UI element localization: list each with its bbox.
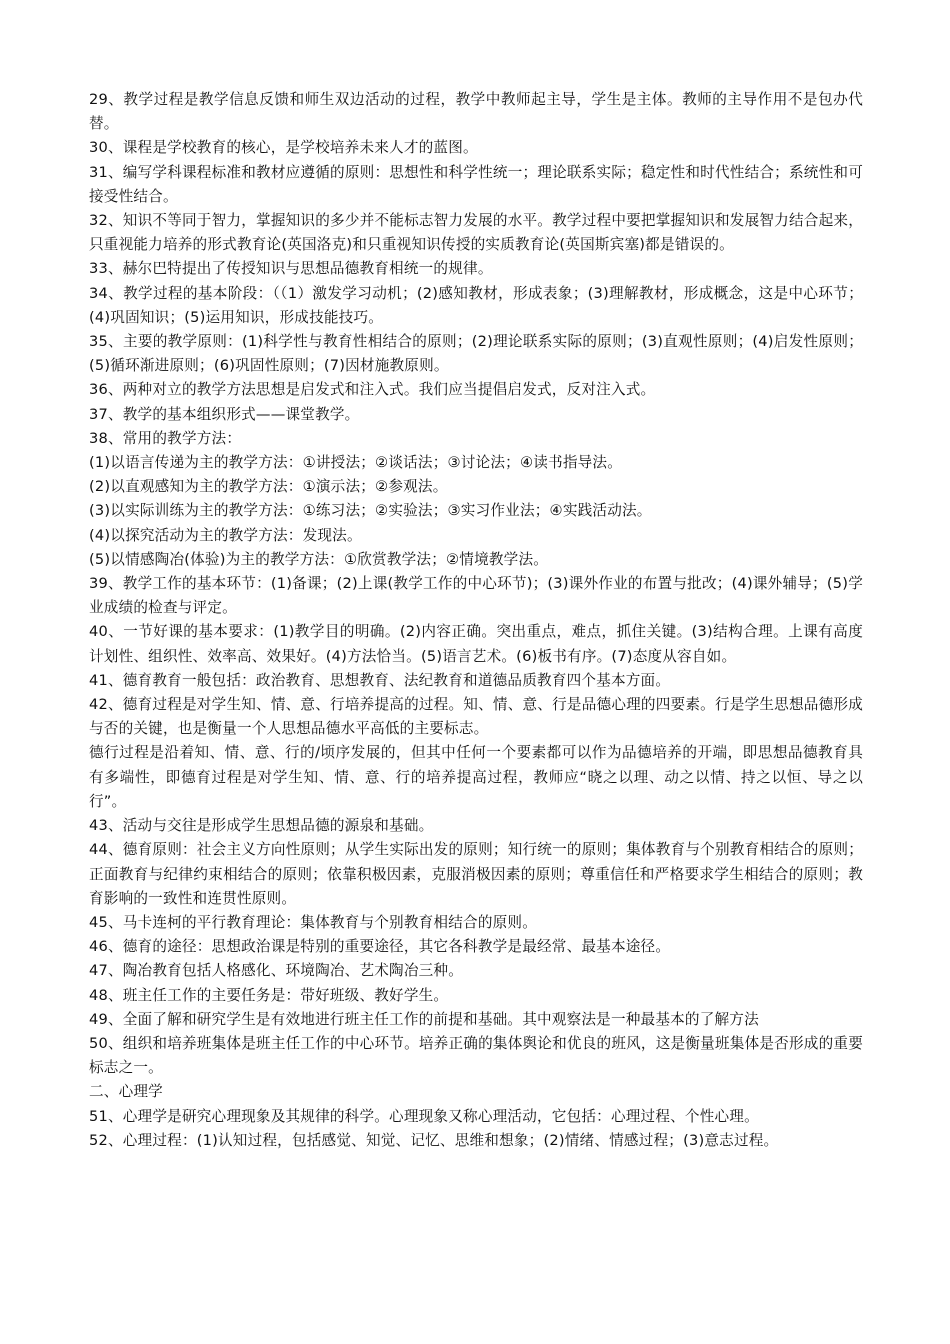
item-38-method-3: (3)以实际训练为主的教学方法：①练习法；②实验法；③实习作业法；④实践活动法。 bbox=[89, 502, 652, 520]
item-46: 46、德育的途径：思想政治课是特别的重要途径，其它各科教学是最经常、最基本途径。 bbox=[89, 938, 671, 956]
item-38-method-2: (2)以直观感知为主的教学方法：①演示法；②参观法。 bbox=[89, 478, 448, 496]
item-42: 42、德育过程是对学生知、情、意、行培养提高的过程。知、情、意、行是品德心理的四要素。行是学生思想品德形成与否的关键，也是衡量一个人思想品德水平高低的主要标志。 bbox=[89, 696, 863, 738]
item-47: 47、陶冶教育包括人格感化、环境陶冶、艺术陶冶三种。 bbox=[89, 962, 464, 980]
item-45: 45、马卡连柯的平行教育理论：集体教育与个别教育相结合的原则。 bbox=[89, 913, 537, 931]
item-50: 50、组织和培养班集体是班主任工作的中心环节。培养正确的集体舆论和优良的班风，这是衡量班集体是否形成的重要标志之一。 bbox=[89, 1034, 863, 1077]
item-30: 30、课程是学校教育的核心，是学校培养未来人才的蓝图。 bbox=[89, 139, 478, 157]
item-31: 31、编写学科课程标准和教材应遵循的原则：思想性和科学性统一；理论联系实际；稳定性和时代性结合；系统性和可接受性结合。 bbox=[89, 163, 863, 205]
item-32: 32、知识不等同于智力，掌握知识的多少并不能标志智力发展的水平。教学过程中要把掌握知识和发展智力结合起来，只重视能力培养的形式教育论(英国洛克)和只重视知识传授的实质教育论(英国斯宾塞)都是错误的。 bbox=[89, 212, 863, 254]
item-39: 39、教学工作的基本环节：(1)备课；(2)上课(教学工作的中心环节)；(3)课外作业的布置与批改；(4)课外辅导；(5)学业成绩的检查与评定。 bbox=[89, 575, 863, 617]
item-29: 29、教学过程是教学信息反馈和师生双边活动的过程，教学中教师起主导，学生是主体。教师的主导作用不是包办代替。 bbox=[89, 91, 863, 133]
item-49: 49、全面了解和研究学生是有效地进行班主任工作的前提和基础。其中观察法是一种最基本的了解方法 bbox=[89, 1010, 759, 1028]
item-36: 36、两种对立的教学方法思想是启发式和注入式。我们应当提倡启发式，反对注入式。 bbox=[89, 381, 656, 399]
item-41: 41、德育教育一般包括：政治教育、思想教育、法纪教育和道德品质教育四个基本方面。 bbox=[89, 671, 671, 689]
item-42-continued: 德行过程是沿着知、情、意、行的/顷序发展的，但其中任何一个要素都可以作为品德培养的开端，即思想品德教育具有多端性，即德育过程是对学生知、情、意、行的培养提高过程，教师应“晓之以理、动之以情、持之以恒、导之以行”。 bbox=[89, 744, 863, 810]
item-38-method-1: (1)以语言传递为主的教学方法：①讲授法；②谈话法；③讨论法；④读书指导法。 bbox=[89, 454, 623, 472]
item-52: 52、心理过程：(1)认知过程，包括感觉、知觉、记忆、思维和想象；(2)情绪、情感过程；(3)意志过程。 bbox=[89, 1131, 779, 1149]
item-51: 51、心理学是研究心理现象及其规律的科学。心理现象又称心理活动，它包括：心理过程、个性心理。 bbox=[89, 1107, 759, 1125]
item-37: 37、教学的基本组织形式——课堂教学。 bbox=[89, 405, 360, 423]
item-43: 43、活动与交往是形成学生思想品德的源泉和基础。 bbox=[89, 817, 434, 835]
document-body bbox=[89, 88, 863, 1153]
item-35: 35、主要的教学原则：(1)科学性与教育性相结合的原则；(2)理论联系实际的原则；(3)直观性原则；(4)启发性原则；(5)循环渐进原则；(6)巩固性原则；(7)因材施教原则。 bbox=[89, 333, 863, 375]
item-34: 34、教学过程的基本阶段：（（1）激发学习动机；(2)感知教材，形成表象；(3)理解教材，形成概念，这是中心环节；(4)巩固知识；(5)运用知识，形成技能技巧。 bbox=[89, 284, 863, 326]
item-44: 44、德育原则：社会主义方向性原则；从学生实际出发的原则；知行统一的原则；集体教育与个别教育相结合的原则；正面教育与纪律约束相结合的原则；依靠积极因素，克服消极因素的原则；尊重信任和严格要求学生相结合的原则；教育影响的一致性和连贯性原则。 bbox=[89, 841, 863, 907]
item-33: 33、赫尔巴特提出了传授知识与思想品德教育相统一的规律。 bbox=[89, 260, 493, 278]
item-48: 48、班主任工作的主要任务是：带好班级、教好学生。 bbox=[89, 986, 449, 1004]
section-heading-psychology: 二、心理学 bbox=[89, 1083, 163, 1101]
item-40: 40、一节好课的基本要求：(1)教学目的明确。(2)内容正确。突出重点，难点，抓住关键。(3)结构合理。上课有高度计划性、组织性、效率高、效果好。(4)方法恰当。(5)语言艺术。(6)板书有序。(7)态度从容自如。 bbox=[89, 623, 863, 665]
item-38: 38、常用的教学方法： bbox=[89, 429, 242, 447]
item-38-method-4: (4)以探究活动为主的教学方法：发现法。 bbox=[89, 526, 362, 544]
item-38-method-5: (5)以情感陶冶(体验)为主的教学方法：①欣赏教学法；②情境教学法。 bbox=[89, 550, 549, 568]
